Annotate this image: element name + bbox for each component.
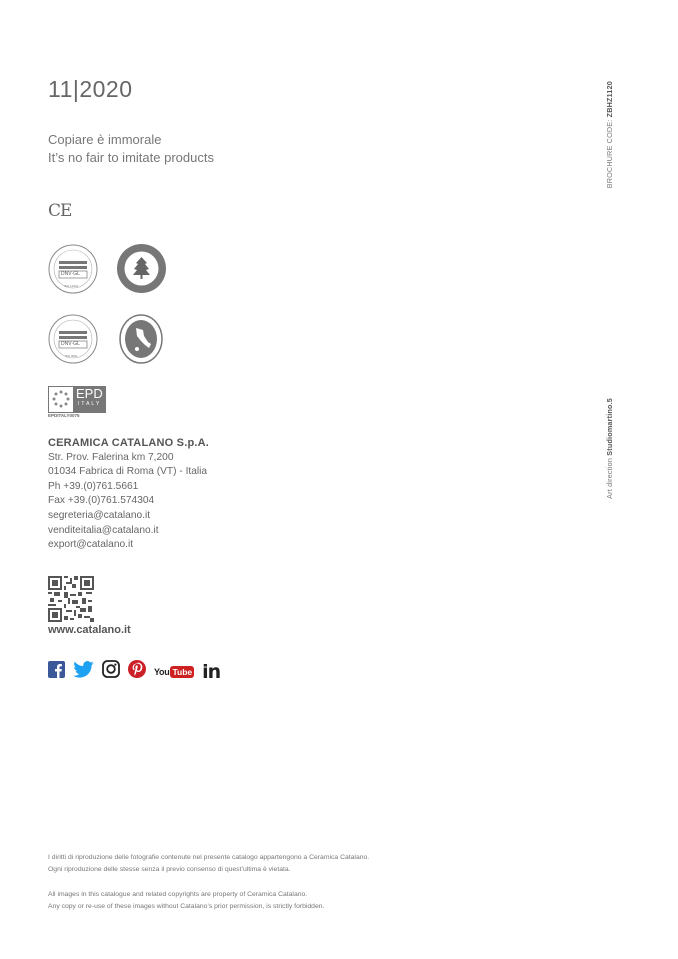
website-link[interactable]: www.catalano.it [48,624,131,636]
brochure-code-vertical [603,81,617,281]
epd-code: EPDITALY0075 [48,413,80,418]
dnv-iso-label: ISO 14001 [64,284,79,288]
publication-date: 11|2020 [48,76,133,102]
accredia-seal [119,314,163,364]
footer-english-line-2: Any copy or re-use of these images without Catalano’s prior permission, is strictly forbidden. [48,903,325,910]
linkedin-icon[interactable]: in [202,660,221,683]
instagram-icon[interactable] [102,660,120,683]
company-email-segreteria[interactable]: segreteria@catalano.it [48,509,151,521]
footer-english [48,889,324,913]
social-links [48,660,220,683]
company-fax: Fax +39.(0)761.574304 [48,495,155,507]
twitter-icon[interactable] [73,661,94,683]
footer-english-line-1: All images in this catalogue and related copyrights are property of Ceramica Catalano. [48,891,308,898]
dnv-iso14001-seal [48,244,98,294]
dnv-label: DNV·GL [61,271,80,277]
art-direction-name: Studiomartino.5 [605,398,614,456]
facebook-icon[interactable] [48,661,65,683]
green-building-council-seal [116,243,166,293]
ce-mark: CE [48,201,72,221]
tagline-english: It’s no fair to imitate products [48,150,214,165]
tagline-italian: Copiare è immorale [48,132,162,147]
company-email-vendite[interactable]: venditeitalia@catalano.it [48,524,159,536]
footer-italian-line-1: I diritti di riproduzione delle fotografie contenute nel presente catalogo appartengono a Ceramica Catalano. [48,854,370,861]
company-phone: Ph +39.(0)761.5661 [48,480,139,492]
brochure-code-value: ZBHZ1120 [605,81,614,118]
footer-italian-line-2: Ogni riproduzione delle stesse senza il previo consenso di quest’ultima è vietata. [48,866,291,873]
epd-badge [73,387,105,412]
art-direction-vertical [603,398,617,598]
art-direction-label: Art direction [605,455,614,499]
qr-code [48,576,94,622]
dnv-iso9001-seal [48,314,98,364]
youtube-tube-badge: Tube [172,666,193,677]
epd-italy-logo [48,386,108,418]
dnv-label: DNV·GL [61,341,80,347]
company-info [48,436,209,553]
footer-italian [48,852,369,876]
youtube-label: You [154,666,170,677]
epd-title: EPD [76,386,103,401]
brochure-code-label: BROCHURE CODE: [605,117,614,189]
company-address-1: Str. Prov. Falerina km 7,200 [48,451,174,463]
epd-subtitle: ITALY [78,401,102,407]
tagline [48,131,214,167]
company-email-export[interactable]: export@catalano.it [48,539,134,551]
pinterest-icon[interactable] [128,660,146,683]
company-address-2: 01034 Fabrica di Roma (VT) - Italia [48,466,208,478]
dnv-iso-label: ISO 9001 [65,354,78,358]
company-name: CERAMICA CATALANO S.p.A. [48,437,210,449]
youtube-icon[interactable] [154,666,194,678]
